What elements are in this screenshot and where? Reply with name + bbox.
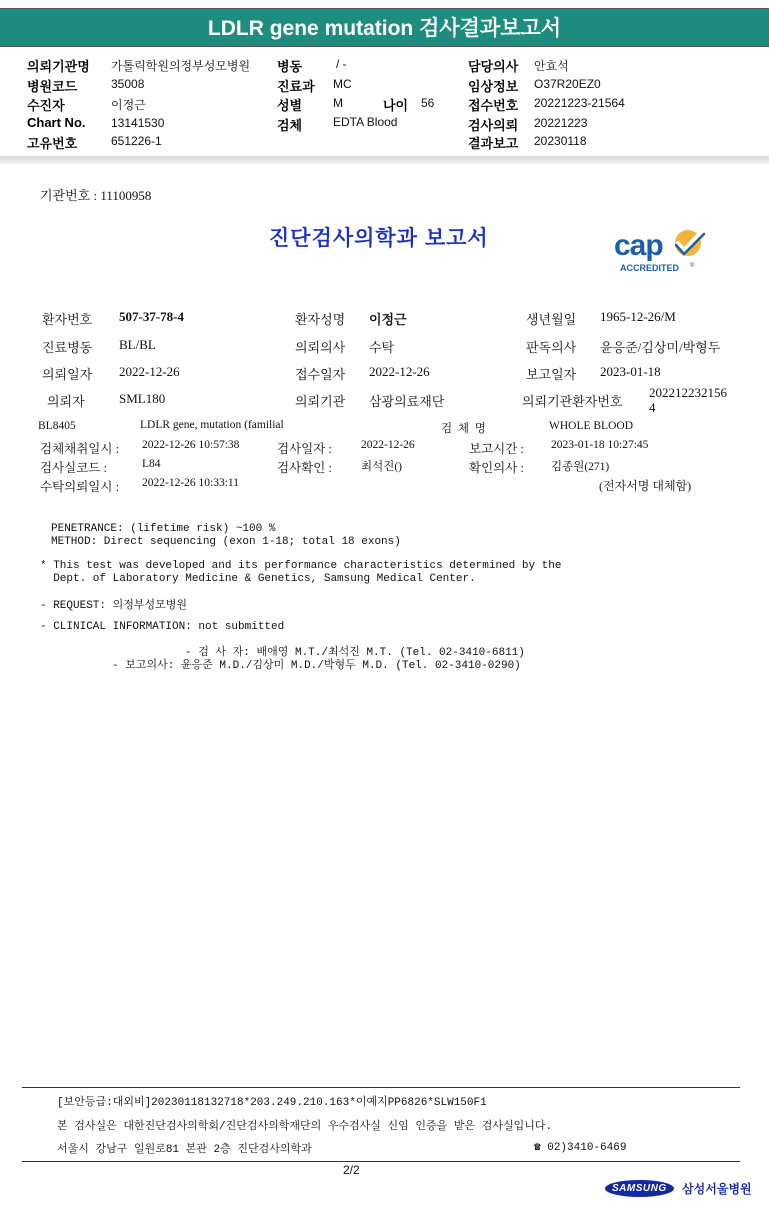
- patient-label: 의뢰기관환자번호: [522, 394, 623, 409]
- specimen-label: 검 체 명: [441, 423, 486, 435]
- reporttime-label: 보고시간 :: [469, 442, 524, 456]
- patient-label: 생년월일: [526, 312, 577, 327]
- cap-logo-mark: ®: [690, 263, 695, 269]
- confirm-label: 검사확인 :: [277, 461, 332, 475]
- patient-value: 507-37-78-4: [119, 309, 184, 324]
- penetrance-line: PENETRANCE: (lifetime risk) ~100 %: [51, 523, 276, 535]
- collect-label: 검체채취일시 :: [40, 442, 120, 456]
- header-value: 가톨릭학원의정부성모병원: [111, 59, 251, 73]
- outsource-value: 2022-12-26 10:33:11: [142, 477, 239, 489]
- patient-label: 의뢰일자: [42, 367, 93, 382]
- method-line: METHOD: Direct sequencing (exon 1-18; total 18 exons): [51, 536, 401, 548]
- header-label: 나이: [383, 98, 409, 113]
- header-value: MC: [333, 77, 352, 91]
- patient-label: 환자성명: [295, 312, 346, 327]
- confirm-value: 최석진(): [361, 461, 402, 473]
- confirmdoc-value: 김종원(271): [551, 461, 610, 473]
- cap-logo-text: cap: [614, 229, 663, 262]
- header-value: 20230118: [534, 134, 587, 148]
- report-heading: 진단검사의학과 보고서: [269, 227, 489, 250]
- test-name: LDLR gene, mutation (familial: [140, 419, 284, 431]
- reporter-line: - 보고의사: 윤응준 M.D./김상미 M.D./박형두 M.D. (Tel. 02-3410-0290): [112, 660, 521, 672]
- testdate-value: 2022-12-26: [361, 439, 415, 451]
- header-label: 검사의뢰: [468, 118, 519, 133]
- cap-logo-subtext: ACCREDITED: [620, 263, 680, 273]
- header-value: 20221223-21564: [534, 96, 625, 110]
- outsource-label: 수탁의뢰일시 :: [40, 480, 120, 494]
- header-value: 이정근: [111, 98, 146, 112]
- clinical-line: - CLINICAL INFORMATION: not submitted: [40, 621, 285, 633]
- header-label: 검체: [277, 118, 303, 133]
- patient-value: 202212232156: [649, 385, 727, 400]
- patient-value: SML180: [119, 391, 166, 406]
- page-number: 2/2: [343, 1163, 360, 1177]
- patient-value: 1965-12-26/M: [600, 309, 676, 324]
- header-label: 수진자: [27, 98, 65, 113]
- header-value: O37R20EZ0: [534, 77, 601, 91]
- disclaimer-line: * This test was developed and its performance characteristics determined by the: [40, 560, 562, 572]
- patient-label: 환자번호: [42, 312, 93, 327]
- patient-value: 삼광의료재단: [369, 394, 445, 409]
- report-title-bar: [0, 8, 769, 47]
- header-value: 13141530: [111, 116, 165, 130]
- header-value: 20221223: [534, 116, 588, 130]
- labcode-value: L84: [142, 458, 161, 470]
- patient-value: 2022-12-26: [119, 364, 180, 379]
- patient-label: 접수일자: [295, 367, 346, 382]
- header-value: M: [333, 96, 343, 110]
- request-line: - REQUEST: 의정부성모병원: [40, 600, 187, 612]
- header-value: / -: [336, 57, 347, 71]
- collect-value: 2022-12-26 10:57:38: [142, 439, 240, 451]
- header-value: 안효석: [534, 59, 569, 73]
- header-value: EDTA Blood: [333, 115, 398, 129]
- patient-value: 2022-12-26: [369, 364, 430, 379]
- header-label: 성별: [277, 98, 303, 113]
- phone-line: ☎ 02)3410-6469: [534, 1142, 627, 1154]
- header-label: 임상정보: [468, 79, 519, 94]
- header-label: 담당의사: [468, 59, 519, 74]
- confirmdoc-label: 확인의사 :: [469, 461, 524, 475]
- patient-value: 윤응준/김상미/박형두: [600, 340, 721, 355]
- report-title: LDLR gene mutation 검사결과보고서: [207, 17, 562, 40]
- header-label: 고유번호: [27, 136, 78, 151]
- patient-value: 이정근: [369, 312, 407, 327]
- header-value: 35008: [111, 77, 145, 91]
- header-label: 병원코드: [27, 79, 78, 94]
- certification-line: 본 검사실은 대한진단검사의학회/진단검사의학재단의 우수검사실 신임 인증을 받은 검사실입니다.: [57, 1121, 553, 1133]
- institution-number: 기관번호 : 11100958: [40, 188, 152, 203]
- disclaimer-line: Dept. of Laboratory Medicine & Genetics, Samsung Medical Center.: [40, 573, 476, 585]
- specimen-value: WHOLE BLOOD: [549, 420, 633, 432]
- patient-label: 보고일자: [526, 367, 577, 382]
- header-value: 56: [421, 96, 435, 110]
- patient-label: 의뢰의사: [295, 340, 346, 355]
- testdate-label: 검사일자 :: [277, 442, 332, 456]
- test-code: BL8405: [38, 420, 76, 432]
- tester-line: - 검 사 자: 배애영 M.T./최석진 M.T. (Tel. 02-3410-6811): [185, 647, 525, 659]
- header-label: 병동: [277, 59, 303, 74]
- patient-label: 의뢰기관: [295, 394, 346, 409]
- patient-label: 의뢰자: [47, 394, 85, 409]
- header-value: 651226-1: [111, 134, 162, 148]
- header-label: 접수번호: [468, 98, 519, 113]
- patient-label: 판독의사: [526, 340, 577, 355]
- cap-accredited-logo: [612, 227, 712, 275]
- header-label: 결과보고: [468, 136, 519, 151]
- patient-value: 2023-01-18: [600, 364, 661, 379]
- patient-label: 진료병동: [42, 340, 93, 355]
- patient-value: BL/BL: [119, 337, 156, 352]
- patient-value: 수탁: [369, 340, 395, 355]
- security-line: [보안등급:대외비]20230118132718*203.249.210.163*이예지PP6826*SLW150F1: [57, 1097, 487, 1109]
- hospital-name: 삼성서울병원: [682, 1182, 752, 1197]
- samsung-hospital-logo: [605, 1180, 752, 1198]
- reporttime-value: 2023-01-18 10:27:45: [551, 439, 649, 451]
- header-label: 진료과: [277, 79, 315, 94]
- header-label: Chart No.: [27, 115, 86, 130]
- footer-box: [22, 1087, 740, 1162]
- esign-note: (전자서명 대체함): [599, 479, 692, 493]
- labcode-label: 검사실코드 :: [40, 461, 107, 475]
- header-divider: [0, 156, 769, 164]
- patient-value-continued: 4: [649, 400, 656, 415]
- header-label: 의뢰기관명: [27, 59, 90, 74]
- samsung-brand-logo: SAMSUNG: [605, 1180, 674, 1197]
- address-line: 서울시 강남구 일원로81 본관 2층 진단검사의학과: [57, 1144, 312, 1156]
